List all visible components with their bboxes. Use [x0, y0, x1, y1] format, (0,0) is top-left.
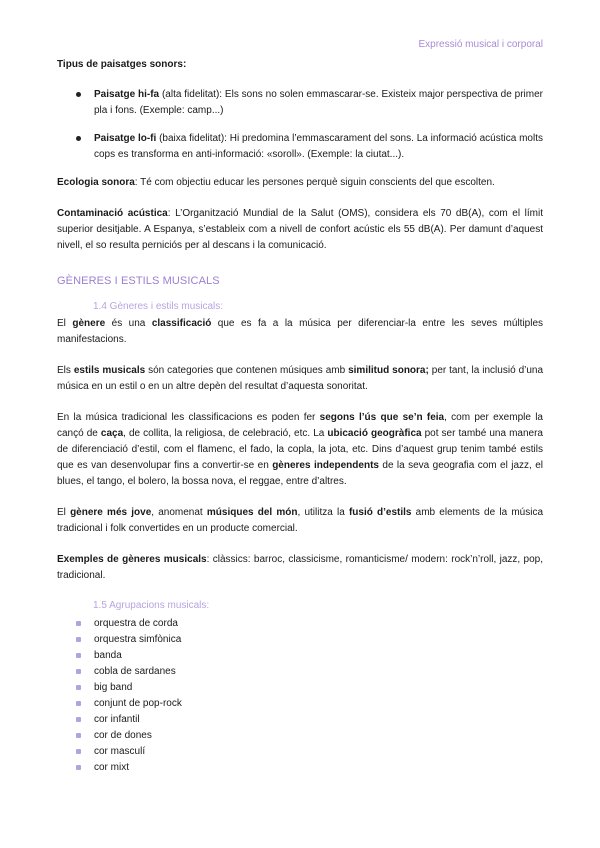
- section-title: GÈNERES I ESTILS MUSICALS: [57, 275, 220, 287]
- running-header: Expressió musical i corporal: [418, 39, 543, 50]
- contaminacio-paragraph: Contaminació acústica: L’Organització Mundial de la Salut (OMS), considera els 70 dB(A), com el límit superior desitjable. A Espanya, s’estableix com a nivell de confort acústic els 55 dB(A). Per damunt d’aquest nivell, el so resulta perniciós per al descans i la comunicació.: [57, 208, 544, 251]
- list-item: orquestra simfònica: [57, 632, 543, 648]
- square-bullet-icon: [76, 637, 81, 642]
- square-bullet-icon: [76, 749, 81, 754]
- list-item: cobla de sardanes: [57, 664, 543, 680]
- square-bullet-icon: [76, 765, 81, 770]
- subheading-agrupacions: 1.5 Agrupacions musicals:: [93, 600, 210, 611]
- paisatges-heading: Tipus de paisatges sonors:: [57, 59, 187, 70]
- tradicional-paragraph: En la música tradicional les classificacions es poden fer segons l’ús que se’n feia, com per exemple la cançó de caça, de collita, la religiosa, de celebració, etc. La ubicació geogràfica pot ser també una manera de diferenciació d’estil, com el flamenc, el fado, la copla, la jota, etc. Dins d’aquest grup tenim també estils que es van desenvolupar fins a convertir-se en gèneres independents de la seva geografia com el jazz, el blues, el tango, el bolero, la bossa nova, el reggae, entre d’altres.: [57, 412, 544, 487]
- square-bullet-icon: [76, 621, 81, 626]
- list-item: cor de dones: [57, 728, 543, 744]
- paisatge-hifi-text: Paisatge hi-fa (alta fidelitat): Els sons no solen emmascarar-se. Existeix major perspectiva de primer pla i fons. (Exemple: camp...): [94, 89, 543, 116]
- square-bullet-icon: [76, 717, 81, 722]
- genere-paragraph: El gènere és una classificació que es fa a la música per diferenciar-la entre les seves múltiples manifestacions.: [57, 318, 544, 345]
- bullet-dot-icon: [76, 136, 81, 141]
- square-bullet-icon: [76, 733, 81, 738]
- list-item: conjunt de pop-rock: [57, 696, 543, 712]
- list-item: orquestra de corda: [57, 616, 543, 632]
- paisatge-lofi-term: Paisatge lo-fi: [94, 133, 157, 144]
- ecologia-paragraph: Ecologia sonora: Té com objectiu educar les persones perquè siguin conscients del que escolten.: [57, 177, 495, 188]
- square-bullet-icon: [76, 653, 81, 658]
- page-content: [57, 57, 543, 776]
- paisatge-lofi-item: [57, 131, 543, 163]
- estils-paragraph: Els estils musicals són categories que contenen músiques amb similitud sonora; per tant, la inclusió d’una música en un estil o en un altre depèn del resultat d’aquesta sonoritat.: [57, 365, 544, 392]
- exemples-paragraph: Exemples de gèneres musicals: clàssics: barroc, classicisme, romanticisme/ modern: rock’n’roll, jazz, pop, tradicional.: [57, 554, 544, 581]
- list-item: cor infantil: [57, 712, 543, 728]
- square-bullet-icon: [76, 669, 81, 674]
- list-item: cor masculí: [57, 744, 543, 760]
- paisatge-lofi-text: Paisatge lo-fi (baixa fidelitat): Hi predomina l’emmascarament del sons. La informació acústica molts cops es transforma en anti-informació: «soroll». (Exemple: la ciutat...).: [94, 133, 543, 160]
- paisatge-hifi-item: [57, 87, 543, 119]
- subheading-generes: 1.4 Gèneres i estils musicals:: [93, 301, 224, 312]
- bullet-dot-icon: [76, 92, 81, 97]
- agrupacions-list: [57, 616, 543, 776]
- square-bullet-icon: [76, 685, 81, 690]
- list-item: big band: [57, 680, 543, 696]
- list-item: banda: [57, 648, 543, 664]
- list-item: cor mixt: [57, 760, 543, 776]
- genere-jove-paragraph: El gènere més jove, anomenat músiques del món, utilitza la fusió d’estils amb elements de la música tradicional i folk convertides en un producte comercial.: [57, 507, 544, 534]
- square-bullet-icon: [76, 701, 81, 706]
- paisatge-hifi-term: Paisatge hi-fa: [94, 89, 160, 100]
